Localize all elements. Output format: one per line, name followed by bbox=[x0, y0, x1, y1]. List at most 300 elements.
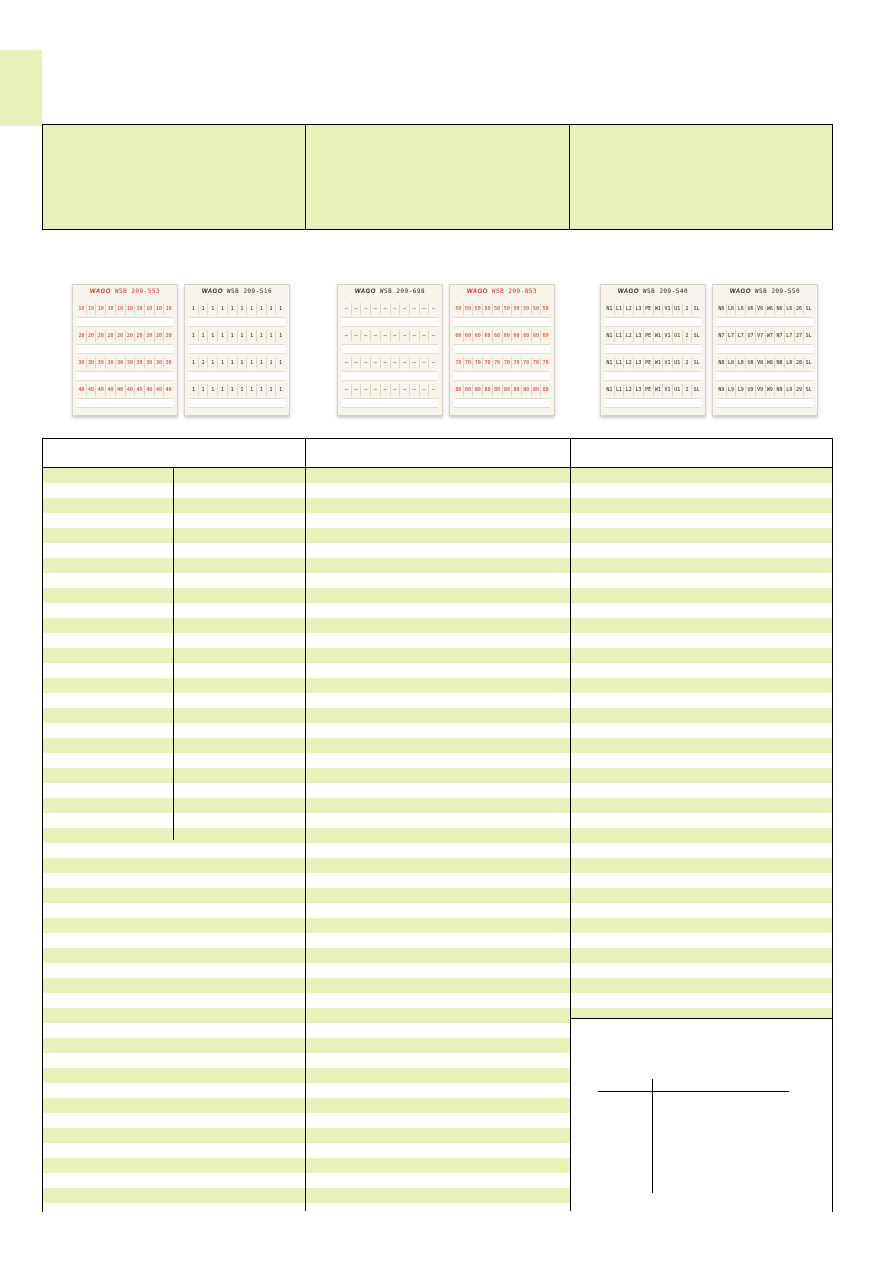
marker-card-code: WSB 209-540 bbox=[642, 288, 689, 295]
marker-label: N8 bbox=[718, 360, 725, 366]
marker-label: V8 bbox=[755, 357, 765, 369]
table-row bbox=[43, 903, 832, 918]
marker-label: 70 bbox=[531, 357, 541, 369]
marker-label: L1 bbox=[614, 303, 624, 315]
marker-label: 1 bbox=[246, 330, 256, 342]
strip-gap bbox=[189, 317, 285, 327]
marker-label: L1 bbox=[614, 357, 624, 369]
strip-gap bbox=[605, 398, 701, 408]
strip-gap bbox=[717, 317, 813, 327]
table-row bbox=[43, 813, 832, 828]
marker-label: 10 bbox=[105, 303, 115, 315]
marker-card-title bbox=[450, 288, 554, 295]
marker-label: PE bbox=[643, 384, 653, 396]
marker-label: 2 bbox=[682, 384, 692, 396]
marker-label: – bbox=[399, 384, 409, 396]
marker-label: 1 bbox=[266, 357, 276, 369]
marker-label: N1 bbox=[606, 387, 613, 393]
marker-label: 1 bbox=[207, 303, 217, 315]
marker-label: 1 bbox=[191, 360, 195, 366]
marker-label: – bbox=[351, 330, 361, 342]
marker-label: – bbox=[409, 384, 419, 396]
marker-label: 70 bbox=[540, 357, 550, 369]
table-row bbox=[43, 648, 832, 663]
table-header-row bbox=[43, 439, 832, 467]
marker-label: V1 bbox=[662, 303, 672, 315]
marker-label: – bbox=[344, 306, 348, 312]
marker-label: 1 bbox=[227, 384, 237, 396]
marker-label: 40 bbox=[105, 384, 115, 396]
marker-label: 40 bbox=[86, 384, 96, 396]
marker-label: SL bbox=[803, 330, 813, 342]
marker-label: N1 bbox=[606, 306, 613, 312]
marker-strip bbox=[605, 330, 701, 342]
marker-label: 30 bbox=[144, 357, 154, 369]
marker-label: L7 bbox=[735, 330, 745, 342]
strip-gap bbox=[454, 371, 550, 381]
marker-label: 20 bbox=[134, 330, 144, 342]
marker-label: 1 bbox=[227, 357, 237, 369]
marker-card-title bbox=[73, 288, 177, 295]
strip-gap bbox=[342, 317, 438, 327]
marker-label: SL bbox=[803, 303, 813, 315]
wago-logo: WAGO bbox=[89, 289, 111, 295]
marker-label: 20 bbox=[144, 330, 154, 342]
marker-label: 80 bbox=[482, 384, 492, 396]
marker-label: 1 bbox=[246, 357, 256, 369]
marker-label: – bbox=[419, 303, 429, 315]
marker-card bbox=[600, 284, 706, 416]
marker-label: – bbox=[380, 357, 390, 369]
table-row bbox=[43, 573, 832, 588]
strip-gap bbox=[605, 371, 701, 381]
marker-label: 1 bbox=[198, 357, 208, 369]
marker-label: L8 bbox=[726, 357, 736, 369]
marker-label: N9 bbox=[774, 384, 784, 396]
marker-label: 2 bbox=[682, 303, 692, 315]
marker-label: 26 bbox=[794, 303, 804, 315]
table-row bbox=[43, 723, 832, 738]
marker-label: V6 bbox=[755, 303, 765, 315]
marker-label: – bbox=[344, 387, 348, 393]
marker-card-code: WSB 209-516 bbox=[226, 288, 273, 295]
marker-label: – bbox=[390, 303, 400, 315]
marker-label: U7 bbox=[745, 330, 755, 342]
marker-label: 50 bbox=[472, 303, 482, 315]
marker-label: 1 bbox=[207, 330, 217, 342]
marker-label: – bbox=[409, 303, 419, 315]
marker-label: 20 bbox=[163, 330, 173, 342]
wago-logo: WAGO bbox=[354, 289, 376, 295]
marker-label: 10 bbox=[115, 303, 125, 315]
marker-label: 20 bbox=[95, 330, 105, 342]
marker-label: 60 bbox=[463, 330, 473, 342]
marker-card-title bbox=[338, 288, 442, 295]
marker-label: U1 bbox=[672, 384, 682, 396]
marker-label: 1 bbox=[246, 384, 256, 396]
marker-strip bbox=[77, 330, 173, 342]
table-row bbox=[43, 678, 832, 693]
strip-gap bbox=[189, 344, 285, 354]
strip-gap bbox=[342, 398, 438, 408]
marker-label: 80 bbox=[540, 384, 550, 396]
marker-label: L9 bbox=[784, 384, 794, 396]
marker-label: 1 bbox=[217, 357, 227, 369]
marker-label: 70 bbox=[511, 357, 521, 369]
marker-label: – bbox=[380, 384, 390, 396]
marker-label: 1 bbox=[266, 384, 276, 396]
marker-label: – bbox=[380, 330, 390, 342]
marker-card bbox=[72, 284, 178, 416]
marker-label: 10 bbox=[134, 303, 144, 315]
marker-card bbox=[337, 284, 443, 416]
marker-label: – bbox=[360, 330, 370, 342]
table-row bbox=[43, 918, 832, 933]
marker-strip bbox=[189, 384, 285, 396]
marker-label: – bbox=[351, 384, 361, 396]
marker-label: W1 bbox=[653, 303, 663, 315]
marker-label: 10 bbox=[144, 303, 154, 315]
marker-label: 28 bbox=[794, 357, 804, 369]
marker-label: U1 bbox=[672, 330, 682, 342]
marker-label: L1 bbox=[614, 384, 624, 396]
marker-strip bbox=[454, 357, 550, 369]
strip-gap bbox=[605, 344, 701, 354]
strip-gap bbox=[77, 398, 173, 408]
marker-label: U6 bbox=[745, 303, 755, 315]
marker-label: 20 bbox=[86, 330, 96, 342]
marker-label: – bbox=[419, 357, 429, 369]
marker-label: L9 bbox=[735, 384, 745, 396]
strip-gap bbox=[342, 371, 438, 381]
marker-label: 80 bbox=[492, 384, 502, 396]
marker-strip bbox=[77, 384, 173, 396]
table-row bbox=[43, 768, 832, 783]
strip-gap bbox=[77, 371, 173, 381]
marker-label: – bbox=[428, 357, 438, 369]
marker-label: N6 bbox=[774, 303, 784, 315]
marker-label: 30 bbox=[78, 360, 85, 366]
marker-label: W7 bbox=[765, 330, 775, 342]
marker-label: 10 bbox=[78, 306, 85, 312]
strip-gap bbox=[454, 317, 550, 327]
marker-label: 50 bbox=[455, 306, 462, 312]
marker-label: 80 bbox=[502, 384, 512, 396]
marker-label: N9 bbox=[718, 387, 725, 393]
table-row bbox=[43, 888, 832, 903]
strip-gap bbox=[717, 398, 813, 408]
table-row bbox=[43, 558, 832, 573]
marker-label: 50 bbox=[531, 303, 541, 315]
marker-label: 60 bbox=[531, 330, 541, 342]
marker-label: V1 bbox=[662, 357, 672, 369]
marker-label: 40 bbox=[115, 384, 125, 396]
marker-label: L2 bbox=[623, 330, 633, 342]
marker-label: 60 bbox=[482, 330, 492, 342]
header-table bbox=[42, 124, 833, 230]
table-row bbox=[43, 693, 832, 708]
table-row bbox=[43, 993, 832, 1008]
marker-label: L8 bbox=[784, 357, 794, 369]
table-row bbox=[43, 663, 832, 678]
marker-label: 50 bbox=[540, 303, 550, 315]
marker-strip bbox=[77, 303, 173, 315]
marker-label: – bbox=[409, 357, 419, 369]
marker-label: L1 bbox=[614, 330, 624, 342]
marker-label: 40 bbox=[163, 384, 173, 396]
marker-card bbox=[712, 284, 818, 416]
marker-label: 1 bbox=[227, 330, 237, 342]
marker-label: V7 bbox=[755, 330, 765, 342]
table-column-divider bbox=[173, 468, 174, 840]
marker-label: – bbox=[428, 384, 438, 396]
marker-label: – bbox=[344, 360, 348, 366]
strip-gap bbox=[605, 317, 701, 327]
table-row bbox=[43, 483, 832, 498]
marker-strip bbox=[189, 357, 285, 369]
table-row bbox=[43, 588, 832, 603]
marker-label: 80 bbox=[463, 384, 473, 396]
marker-card-title bbox=[713, 288, 817, 295]
marker-label: 1 bbox=[256, 330, 266, 342]
marker-label: 50 bbox=[521, 303, 531, 315]
marker-strip bbox=[342, 357, 438, 369]
marker-label: – bbox=[399, 357, 409, 369]
table-row bbox=[43, 873, 832, 888]
marker-card-code: WSB 209-553 bbox=[114, 288, 161, 295]
header-cell-2 bbox=[306, 125, 569, 229]
marker-strip bbox=[717, 384, 813, 396]
wago-logo: WAGO bbox=[617, 289, 639, 295]
header-cell-3 bbox=[570, 125, 832, 229]
marker-label: 30 bbox=[134, 357, 144, 369]
marker-label: 20 bbox=[125, 330, 135, 342]
marker-label: – bbox=[399, 303, 409, 315]
marker-label: 50 bbox=[502, 303, 512, 315]
strip-gap bbox=[77, 344, 173, 354]
marker-label: 20 bbox=[105, 330, 115, 342]
product-table bbox=[42, 438, 833, 1212]
marker-strip bbox=[454, 330, 550, 342]
marker-label: U9 bbox=[745, 384, 755, 396]
marker-label: 2 bbox=[682, 357, 692, 369]
marker-label: – bbox=[399, 330, 409, 342]
marker-label: 70 bbox=[521, 357, 531, 369]
marker-label: PE bbox=[643, 357, 653, 369]
marker-label: U1 bbox=[672, 357, 682, 369]
marker-label: 1 bbox=[217, 384, 227, 396]
marker-label: N1 bbox=[606, 333, 613, 339]
marker-label: – bbox=[428, 330, 438, 342]
marker-strip bbox=[77, 357, 173, 369]
marker-label: – bbox=[351, 303, 361, 315]
marker-label: – bbox=[360, 384, 370, 396]
marker-label: L2 bbox=[623, 303, 633, 315]
marker-label: L2 bbox=[623, 384, 633, 396]
marker-strip bbox=[605, 384, 701, 396]
table-row bbox=[43, 528, 832, 543]
marker-strip bbox=[342, 384, 438, 396]
marker-label: 1 bbox=[198, 384, 208, 396]
table-row bbox=[43, 753, 832, 768]
strip-gap bbox=[454, 398, 550, 408]
table-row bbox=[43, 708, 832, 723]
wago-logo: WAGO bbox=[466, 289, 488, 295]
marker-label: 60 bbox=[502, 330, 512, 342]
strip-gap bbox=[717, 344, 813, 354]
marker-label: 1 bbox=[191, 306, 195, 312]
marker-label: SL bbox=[803, 357, 813, 369]
marker-strip bbox=[454, 303, 550, 315]
marker-label: 1 bbox=[237, 357, 247, 369]
marker-label: 60 bbox=[455, 333, 462, 339]
marker-card-title bbox=[185, 288, 289, 295]
strip-gap bbox=[189, 371, 285, 381]
marker-label: 1 bbox=[275, 330, 285, 342]
marker-label: – bbox=[390, 357, 400, 369]
marker-label: 1 bbox=[266, 303, 276, 315]
marker-label: 20 bbox=[154, 330, 164, 342]
marker-label: 40 bbox=[125, 384, 135, 396]
marker-label: L7 bbox=[726, 330, 736, 342]
table-row bbox=[43, 468, 832, 483]
marker-label: W9 bbox=[765, 384, 775, 396]
marker-label: 70 bbox=[472, 357, 482, 369]
marker-strip bbox=[717, 357, 813, 369]
marker-label: 1 bbox=[275, 303, 285, 315]
marker-label: N1 bbox=[606, 360, 613, 366]
marker-label: 10 bbox=[154, 303, 164, 315]
marker-label: 1 bbox=[227, 303, 237, 315]
marker-strip bbox=[189, 303, 285, 315]
table-row bbox=[43, 498, 832, 513]
marker-label: – bbox=[380, 303, 390, 315]
marker-card-code: WSB 209-698 bbox=[379, 288, 426, 295]
table-row bbox=[43, 543, 832, 558]
marker-label: N7 bbox=[774, 330, 784, 342]
table-row bbox=[43, 933, 832, 948]
marker-label: 50 bbox=[482, 303, 492, 315]
marker-label: – bbox=[390, 330, 400, 342]
legend-axis-vertical bbox=[652, 1079, 653, 1193]
marker-label: 30 bbox=[115, 357, 125, 369]
marker-label: – bbox=[344, 333, 348, 339]
header-cell-1 bbox=[43, 125, 306, 229]
table-row bbox=[43, 978, 832, 993]
strip-gap bbox=[342, 344, 438, 354]
table-row bbox=[43, 783, 832, 798]
marker-strip bbox=[717, 330, 813, 342]
marker-strip bbox=[342, 303, 438, 315]
marker-label: 70 bbox=[492, 357, 502, 369]
marker-label: 30 bbox=[154, 357, 164, 369]
marker-label: 1 bbox=[198, 330, 208, 342]
marker-label: 30 bbox=[105, 357, 115, 369]
legend-axis-horizontal bbox=[598, 1091, 789, 1092]
marker-label: 80 bbox=[472, 384, 482, 396]
marker-label: 50 bbox=[463, 303, 473, 315]
marker-strip bbox=[189, 330, 285, 342]
legend-box-top-border bbox=[570, 1018, 832, 1019]
marker-label: PE bbox=[643, 330, 653, 342]
marker-label: SL bbox=[691, 303, 701, 315]
table-row bbox=[43, 633, 832, 648]
marker-label: 80 bbox=[531, 384, 541, 396]
marker-label: L9 bbox=[726, 384, 736, 396]
marker-label: – bbox=[351, 357, 361, 369]
table-row bbox=[43, 513, 832, 528]
marker-label: N8 bbox=[774, 357, 784, 369]
marker-label: 40 bbox=[95, 384, 105, 396]
marker-label: 30 bbox=[125, 357, 135, 369]
marker-label: – bbox=[370, 357, 380, 369]
marker-label: 1 bbox=[207, 384, 217, 396]
table-row bbox=[43, 618, 832, 633]
marker-label: – bbox=[419, 330, 429, 342]
marker-label: 40 bbox=[78, 387, 85, 393]
table-row bbox=[43, 603, 832, 618]
marker-label: 29 bbox=[794, 384, 804, 396]
marker-label: 80 bbox=[455, 387, 462, 393]
marker-label: 70 bbox=[502, 357, 512, 369]
marker-label: 2 bbox=[682, 330, 692, 342]
marker-label: L3 bbox=[633, 303, 643, 315]
marker-label: 70 bbox=[463, 357, 473, 369]
strip-gap bbox=[717, 371, 813, 381]
marker-label: 1 bbox=[256, 384, 266, 396]
marker-label: W1 bbox=[653, 330, 663, 342]
marker-label: 60 bbox=[472, 330, 482, 342]
marker-label: 1 bbox=[246, 303, 256, 315]
marker-label: N6 bbox=[718, 306, 725, 312]
marker-label: – bbox=[428, 303, 438, 315]
marker-label: W8 bbox=[765, 357, 775, 369]
marker-label: 60 bbox=[521, 330, 531, 342]
marker-strip bbox=[717, 303, 813, 315]
marker-label: PE bbox=[643, 303, 653, 315]
marker-label: 60 bbox=[540, 330, 550, 342]
marker-label: 1 bbox=[207, 357, 217, 369]
marker-label: 1 bbox=[275, 357, 285, 369]
strip-gap bbox=[454, 344, 550, 354]
marker-label: 30 bbox=[163, 357, 173, 369]
table-row bbox=[43, 843, 832, 858]
page-tab-marker bbox=[0, 50, 42, 126]
marker-label: W1 bbox=[653, 384, 663, 396]
marker-label: 70 bbox=[455, 360, 462, 366]
marker-label: SL bbox=[691, 330, 701, 342]
table-row bbox=[43, 948, 832, 963]
table-row bbox=[43, 738, 832, 753]
marker-label: SL bbox=[691, 384, 701, 396]
marker-label: L3 bbox=[633, 384, 643, 396]
marker-label: V9 bbox=[755, 384, 765, 396]
marker-card-title bbox=[601, 288, 705, 295]
marker-label: 50 bbox=[511, 303, 521, 315]
wago-logo: WAGO bbox=[201, 289, 223, 295]
marker-label: U8 bbox=[745, 357, 755, 369]
marker-label: – bbox=[370, 384, 380, 396]
marker-label: 50 bbox=[492, 303, 502, 315]
marker-label: L6 bbox=[726, 303, 736, 315]
marker-label: 60 bbox=[492, 330, 502, 342]
marker-label: 10 bbox=[163, 303, 173, 315]
strip-gap bbox=[189, 398, 285, 408]
table-row bbox=[43, 858, 832, 873]
marker-label: L3 bbox=[633, 357, 643, 369]
marker-label: 1 bbox=[256, 303, 266, 315]
marker-label: SL bbox=[691, 357, 701, 369]
